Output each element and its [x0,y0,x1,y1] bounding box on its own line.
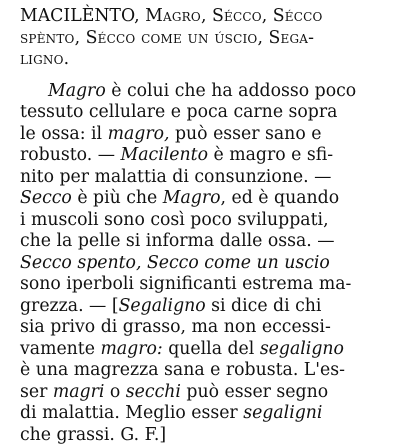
punct: , [201,6,212,26]
body-line-13: vamente magro: quella del segaligno [20,339,391,361]
entry-heading [20,6,391,71]
body-line-3: le ossa: il magro, può esser sano e [20,124,391,146]
heading-line-2 [20,28,391,50]
term: magro, [108,124,170,144]
term: secchi [126,382,181,402]
body-line-5: nito per malattia di consunzione. — [20,167,391,189]
synonym: Sécco come un úscio [86,28,258,48]
body-line-2: tessuto cellulare e poca carne sopra [20,102,391,124]
body-line-14: è una magrezza sana e robusta. L'es- [20,360,391,382]
body-line-11: grezza. — [Segaligno si dice di chi [20,296,391,318]
body-line-12: sia privo di grasso, ma non eccessi- [20,317,391,339]
body-line-8: che la pelle si informa dalle ossa. — [20,231,391,253]
punct: , [262,6,273,26]
synonym: spènto [20,28,75,48]
term: Macilento [121,145,208,165]
synonym: Sécco [212,6,262,26]
punct: , [134,6,145,26]
body-line-16: di malattia. Meglio esser segaligni [20,403,391,425]
heading-line-1 [20,6,391,28]
term: Secco [20,188,72,208]
body-line-17: che grassi. G. F.] [20,425,391,446]
body-line-10: sono iperboli significanti estrema ma- [20,274,391,296]
punct: , [257,28,268,48]
heading-line-3 [20,49,391,71]
term: Segaligno [119,296,206,316]
body-line-4: robusto. — Macilento è magro e sfi- [20,145,391,167]
body-line-9 [20,253,391,275]
term: magro: [100,339,162,359]
term: magri [53,382,105,402]
term: segaligno [260,339,344,359]
synonym: Magro [145,6,201,26]
body-line-6: Secco è più che Magro, ed è quando [20,188,391,210]
lemma: MACILÈNTO [20,6,134,26]
synonym: Sécco [273,6,323,26]
body-line-15: ser magri o secchi può esser segno [20,382,391,404]
term: Secco spento, Secco come un uscio [20,253,330,273]
entry-body [20,81,391,446]
term: segaligni [243,403,322,423]
punct: , [75,28,86,48]
body-line-7: i muscoli sono così poco sviluppati, [20,210,391,232]
punct: . [64,49,70,69]
term: Magro [163,188,221,208]
term: Magro [48,81,106,101]
synonym: ligno [20,49,64,69]
synonym: Sega- [268,28,314,48]
body-line-1: Magro è colui che ha addosso poco [20,81,391,103]
